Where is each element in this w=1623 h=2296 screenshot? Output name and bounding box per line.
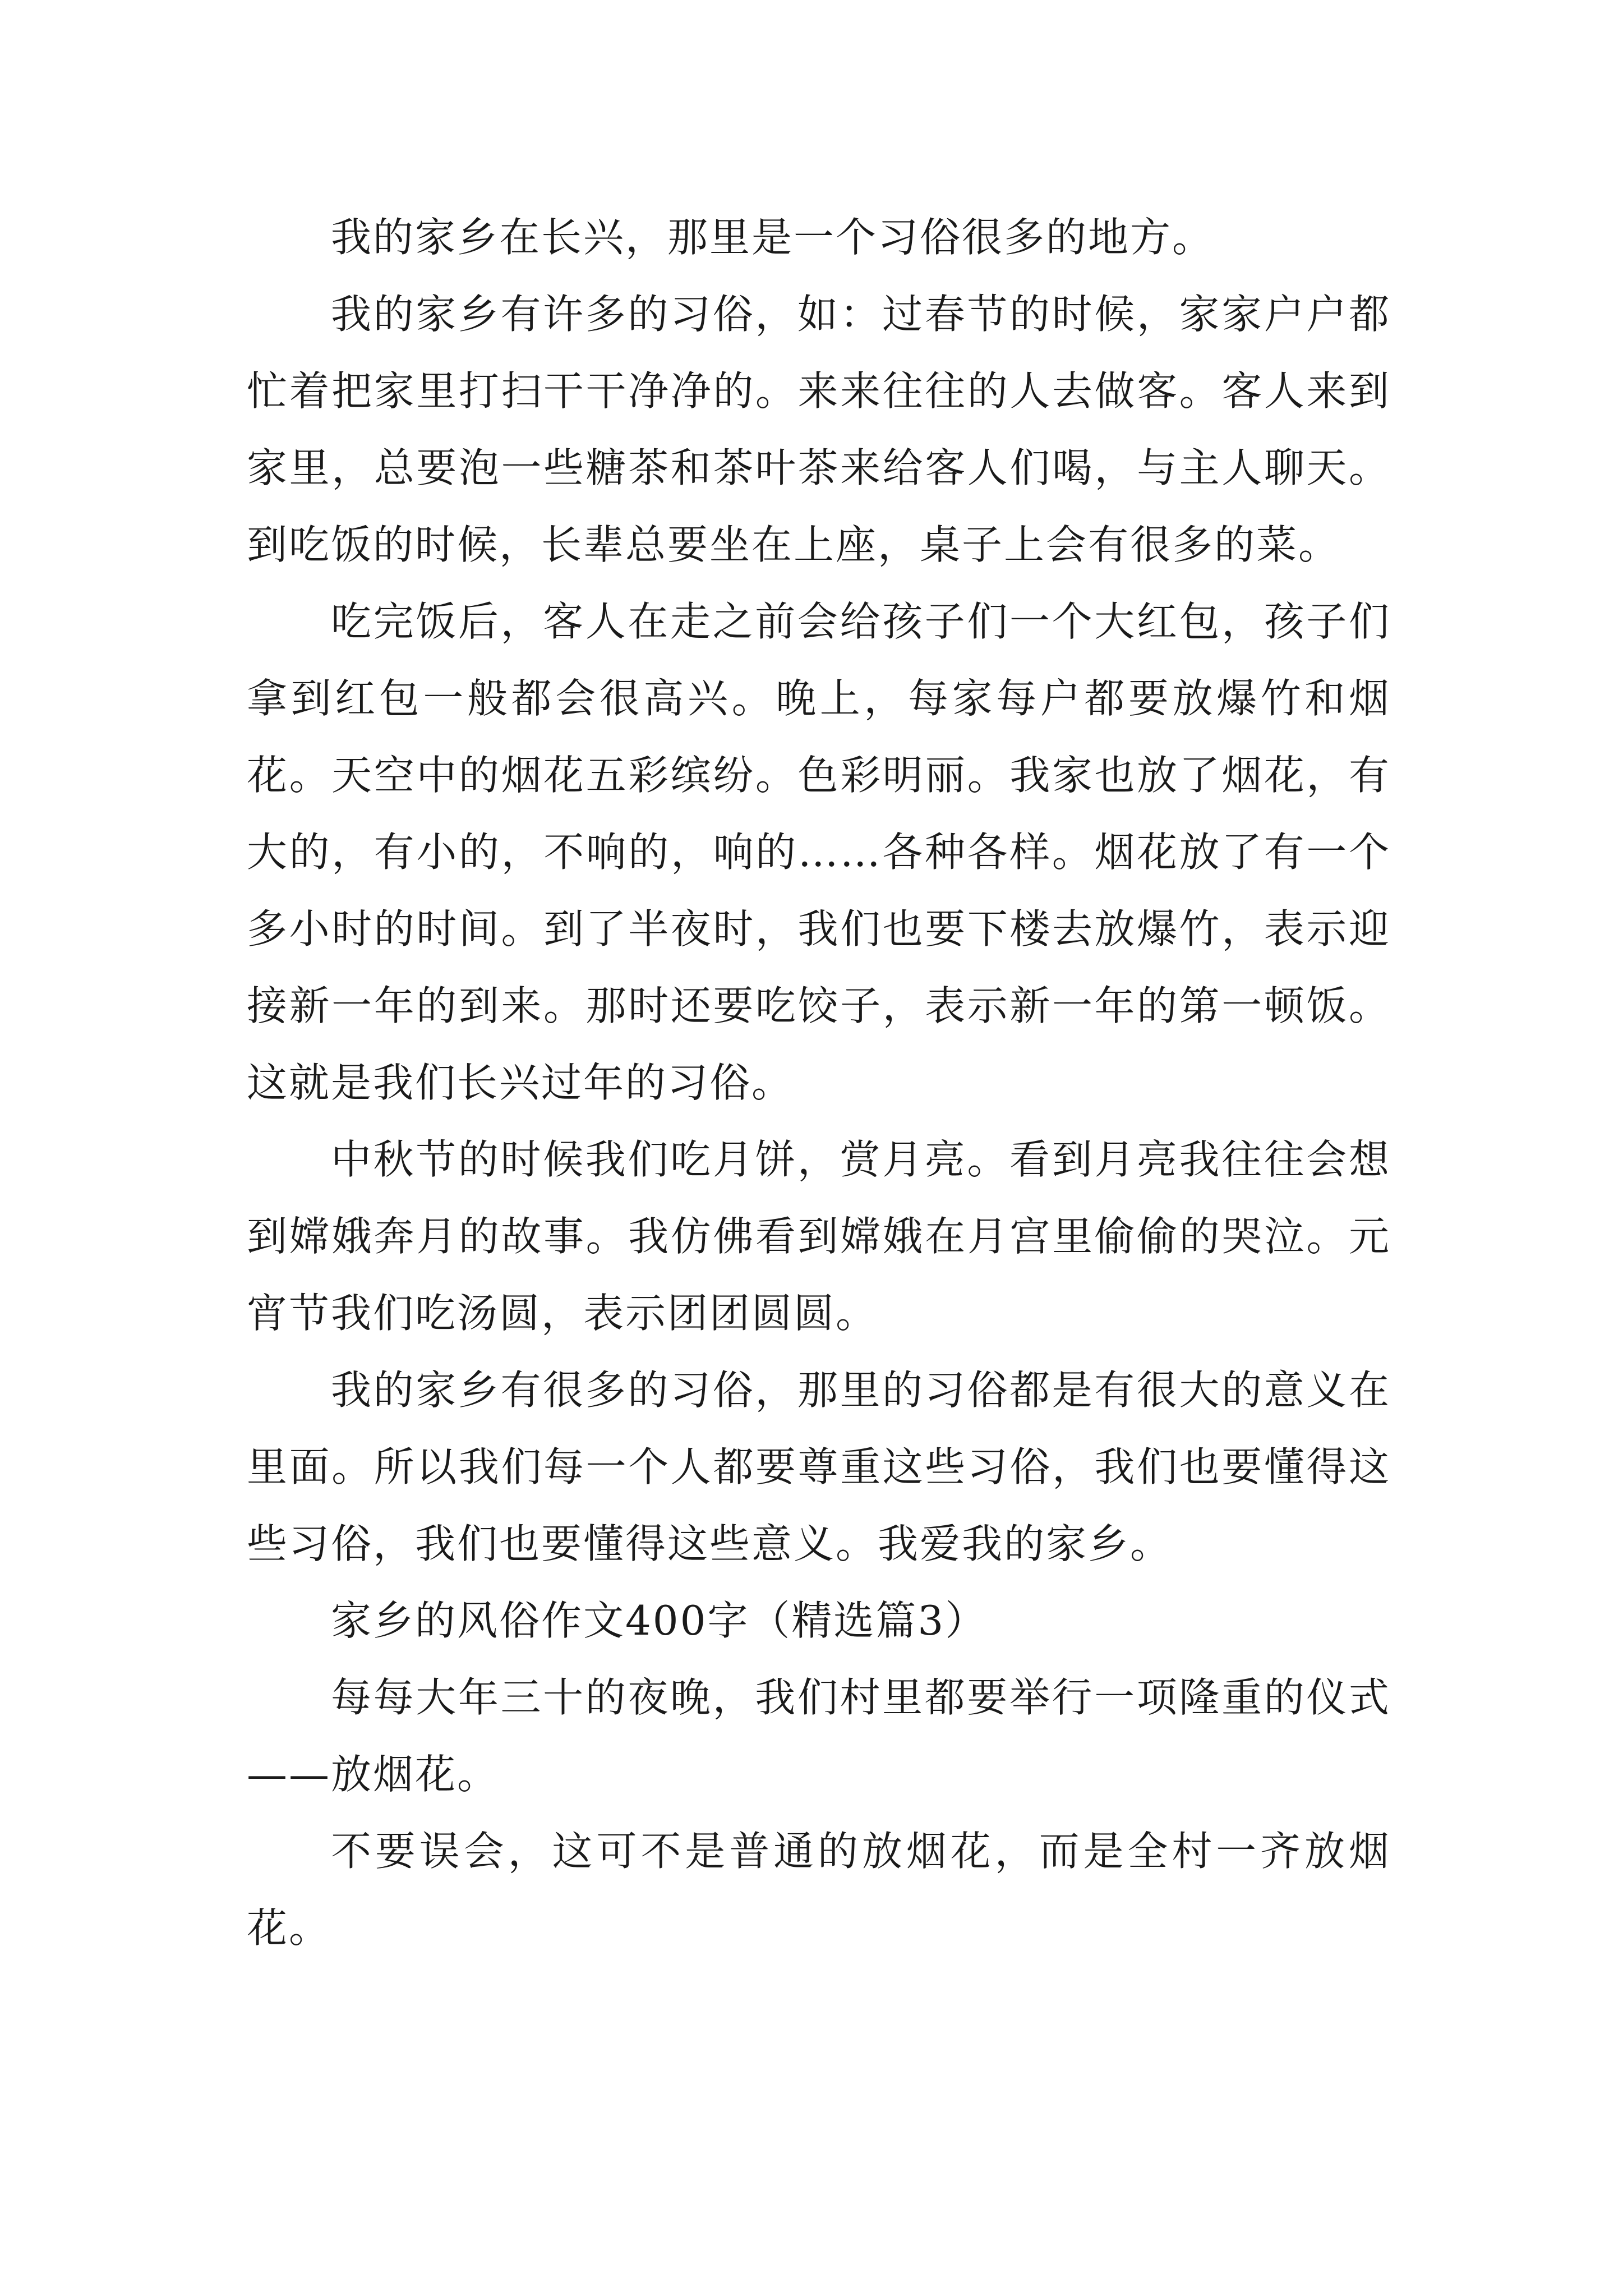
essay-heading: 家乡的风俗作文400字（精选篇3）: [331, 1597, 988, 1644]
paragraph-fireworks: 吃完饭后，客人在走之前会给孩子们一个大红包，孩子们拿到红包一般都会很高兴。晚上，每家每户都要放爆竹和烟花。天空中的烟花五彩缤纷。色彩明丽。我家也放了烟花，有大的，有小的，不响的，响的……各种各样。烟花放了有一个多小时的时间。到了半夜时，我们也要下楼去放爆竹，表示迎接新一年的到来。那时还要吃饺子，表示新一年的第一顿饭。这就是我们长兴过年的习俗。: [247, 598, 1391, 1106]
paragraph-mid-autumn: 中秋节的时候我们吃月饼，赏月亮。看到月亮我往往会想到嫦娥奔月的故事。我仿佛看到嫦娥在月宫里偷偷的哭泣。元宵节我们吃汤圆，表示团团圆圆。: [247, 1136, 1391, 1337]
paragraph-intro: 我的家乡在长兴，那里是一个习俗很多的地方。: [331, 214, 1215, 261]
paragraph-spring-festival: 我的家乡有许多的习俗，如：过春节的时候，家家户户都忙着把家里打扫干干净净的。来来往往的人去做客。客人来到家里，总要泡一些糖茶和茶叶茶来给客人们喝，与主人聊天。到吃饭的时候，长辈总要坐在上座，桌子上会有很多的菜。: [247, 291, 1391, 568]
paragraph-new-year-eve: 每每大年三十的夜晚，我们村里都要举行一项隆重的仪式——放烟花。: [247, 1674, 1391, 1798]
paragraph-conclusion: 我的家乡有很多的习俗，那里的习俗都是有很大的意义在里面。所以我们每一个人都要尊重这些习俗，我们也要懂得这些习俗，我们也要懂得这些意义。我爱我的家乡。: [247, 1366, 1391, 1567]
paragraph-village-fireworks: 不要误会，这可不是普通的放烟花，而是全村一齐放烟花。: [247, 1828, 1391, 1952]
document-page: [247, 199, 1391, 1967]
